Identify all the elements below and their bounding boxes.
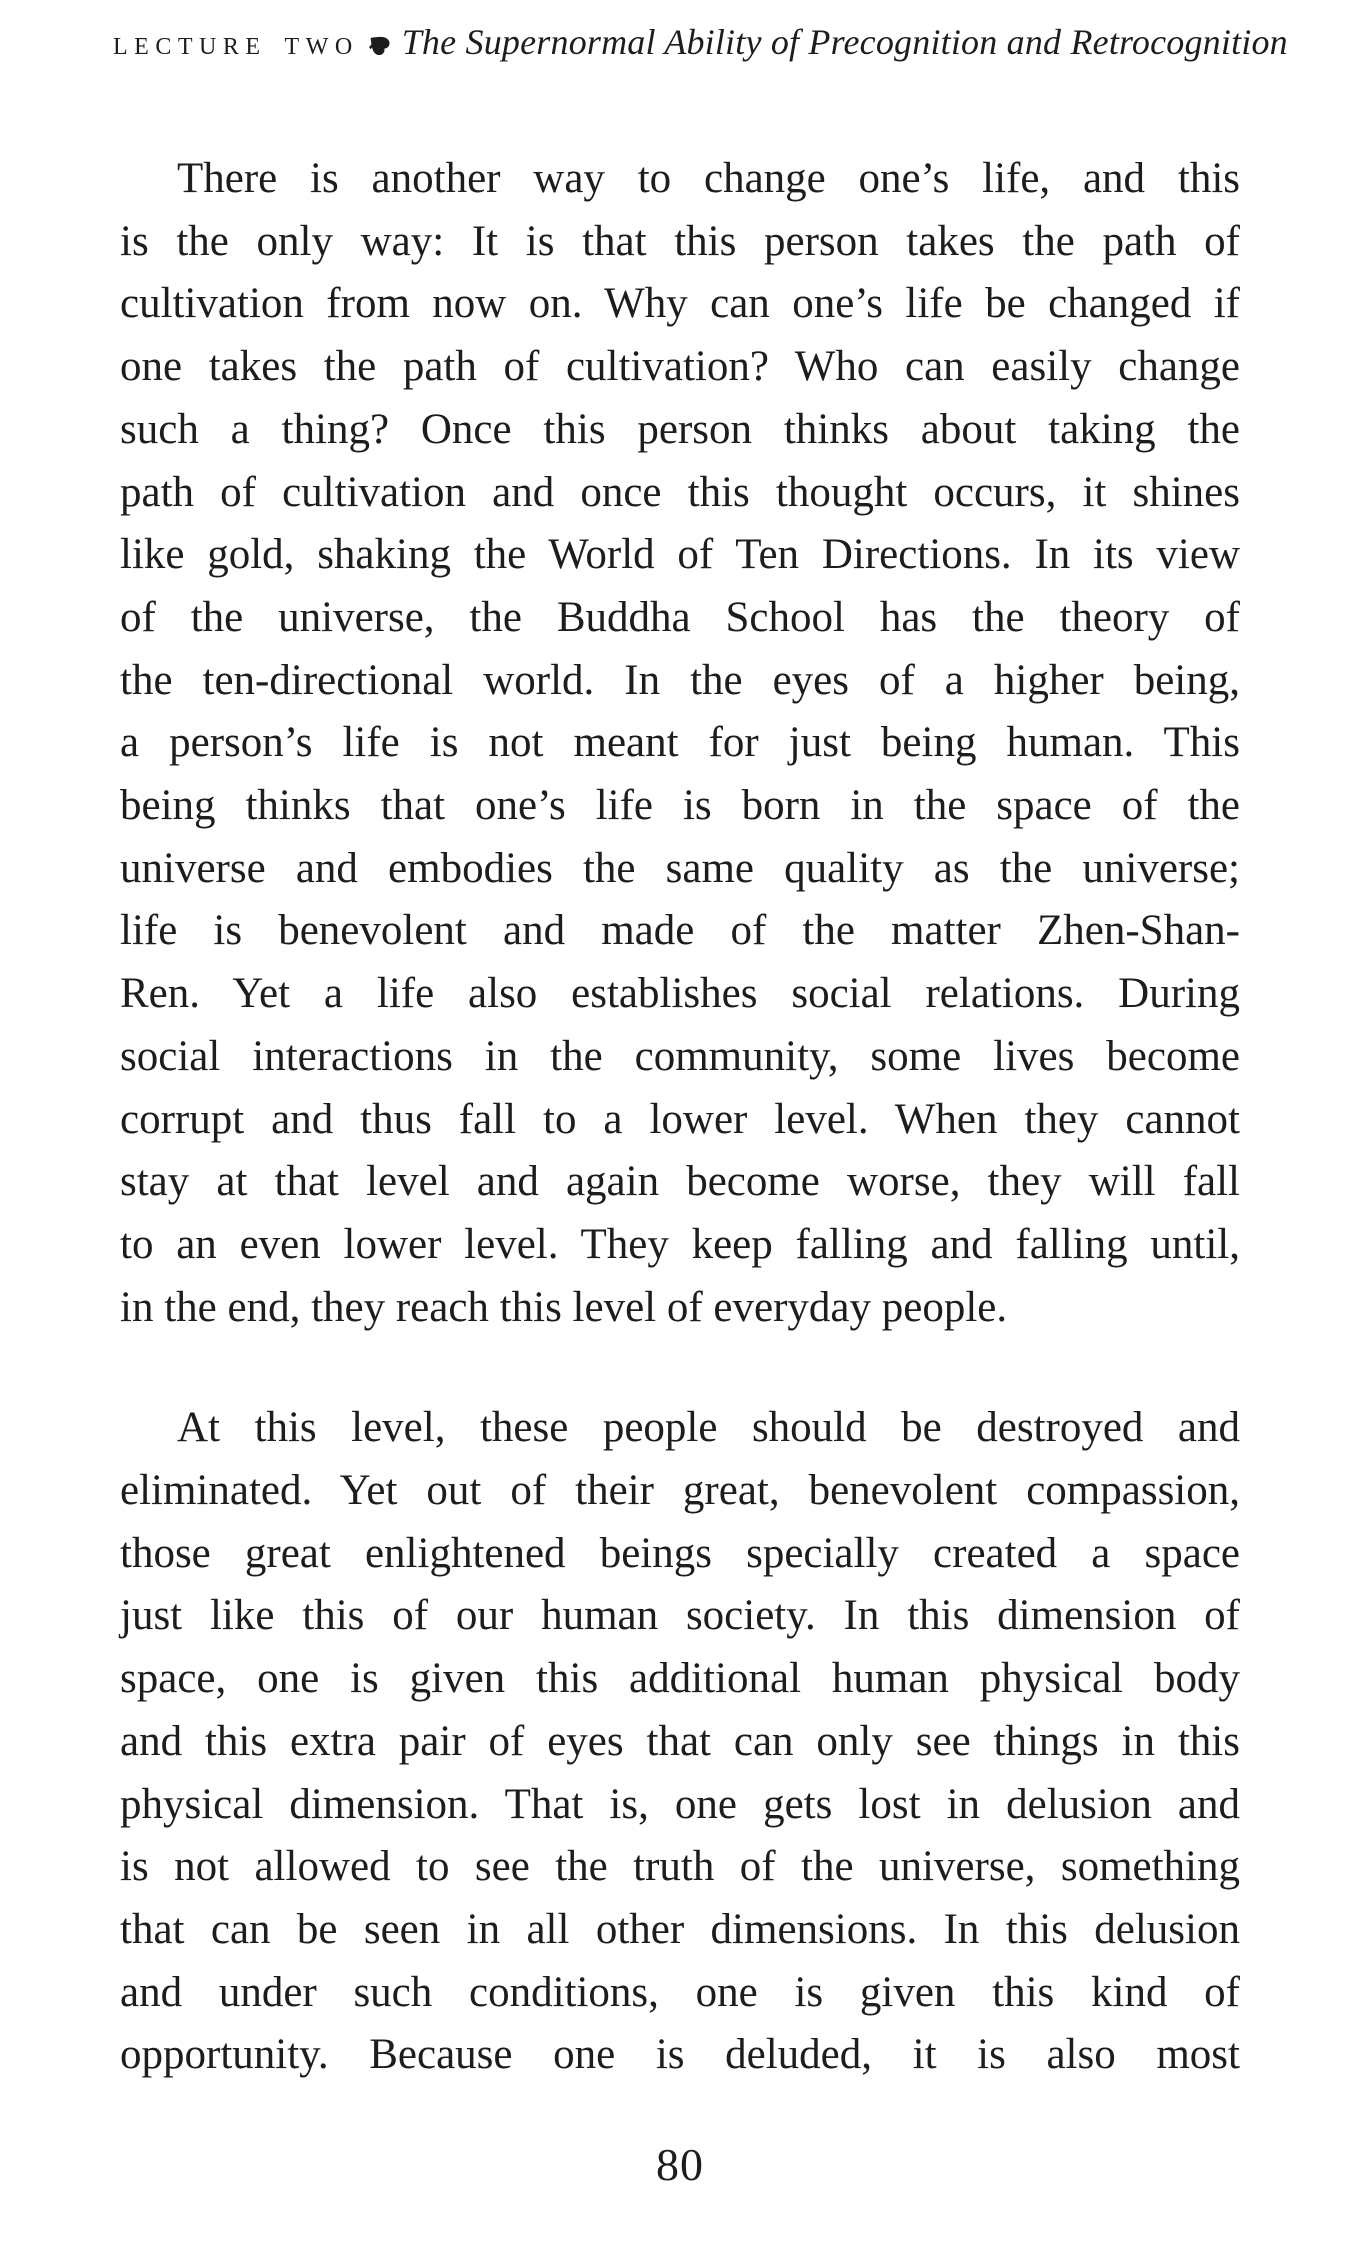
text-line: is the only way: It is that this person takes the path of — [120, 217, 1240, 265]
text-line: physical dimension. That is, one gets lost in delusion and — [120, 1780, 1240, 1828]
chapter-title: The Supernormal Ability of Precognition and Retrocognition — [401, 22, 1288, 62]
text-line: and this extra pair of eyes that can only see things in this — [120, 1717, 1240, 1765]
text-line: stay at that level and again become worse, they will fall — [120, 1158, 1240, 1206]
paragraph-1 — [120, 148, 1240, 1339]
leaf-ornament-icon — [366, 32, 391, 61]
text-line: in the end, they reach this level of everyday people. — [120, 1283, 1008, 1331]
text-line: that can be seen in all other dimensions. In this delusion — [120, 1905, 1240, 1953]
text-line: universe and embodies the same quality as the universe; — [120, 844, 1240, 892]
text-line: and under such conditions, one is given this kind of — [120, 1968, 1240, 2016]
text-line: eliminated. Yet out of their great, benevolent compassion, — [120, 1467, 1240, 1515]
text-line: such a thing? Once this person thinks about taking the — [120, 405, 1240, 453]
text-line: space, one is given this additional human physical body — [120, 1655, 1240, 1703]
text-line: corrupt and thus fall to a lower level. When they cannot — [120, 1095, 1240, 1143]
text-line: is not allowed to see the truth of the universe, something — [120, 1843, 1240, 1891]
text-line: just like this of our human society. In this dimension of — [120, 1592, 1240, 1640]
lecture-label: LECTURE TWO — [113, 34, 359, 60]
paragraph-2 — [120, 1397, 1240, 2087]
text-line: path of cultivation and once this thought occurs, it shines — [120, 468, 1240, 516]
text-line: to an even lower level. They keep falling and falling until, — [120, 1220, 1240, 1268]
text-line: social interactions in the community, some lives become — [120, 1032, 1240, 1080]
running-header — [113, 21, 1288, 63]
page-footer — [0, 2138, 1360, 2191]
text-line: one takes the path of cultivation? Who can easily change — [120, 343, 1240, 391]
text-line: the ten-directional world. In the eyes of a higher being, — [120, 656, 1240, 704]
text-line: those great enlightened beings specially created a space — [120, 1529, 1240, 1577]
text-line: being thinks that one’s life is born in the space of the — [120, 782, 1240, 830]
text-line: a person’s life is not meant for just being human. This — [120, 719, 1240, 767]
text-line: like gold, shaking the World of Ten Directions. In its view — [120, 531, 1240, 579]
text-line: opportunity. Because one is deluded, it is also most — [120, 2031, 1240, 2079]
text-line: At this level, these people should be destroyed and — [177, 1404, 1240, 1452]
text-line: life is benevolent and made of the matter Zhen-Shan- — [120, 907, 1240, 955]
text-line: cultivation from now on. Why can one’s life be changed if — [120, 280, 1240, 328]
page-number: 80 — [656, 2139, 704, 2190]
body-text — [120, 148, 1240, 2087]
text-line: There is another way to change one’s life, and this — [177, 155, 1240, 202]
text-line: of the universe, the Buddha School has the theory of — [120, 593, 1240, 641]
text-line: Ren. Yet a life also establishes social relations. During — [120, 970, 1240, 1018]
